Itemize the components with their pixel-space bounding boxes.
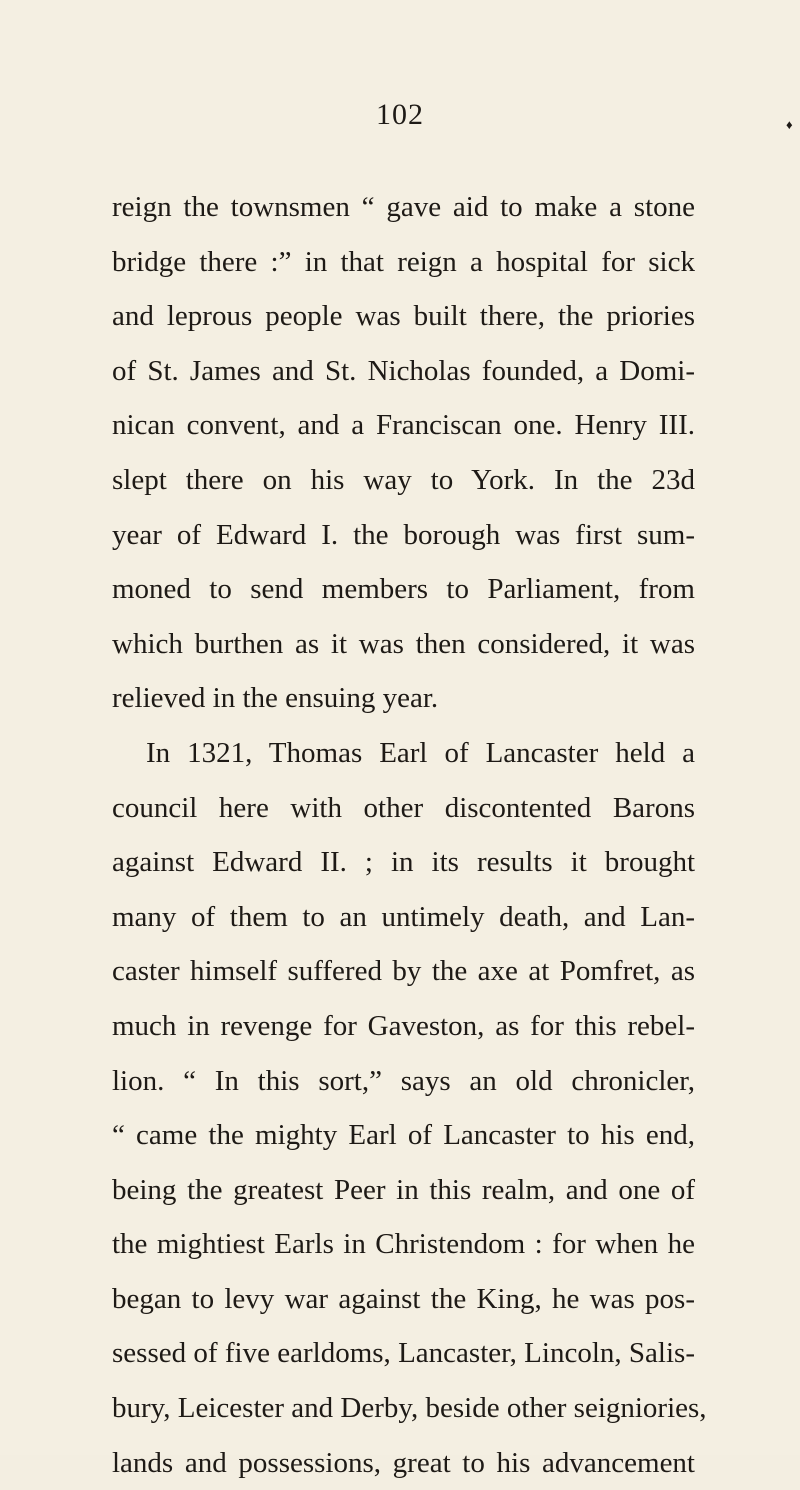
text-line: being the greatest Peer in this realm, and one of [112, 1173, 695, 1206]
text-line: relieved in the ensuing year. [112, 682, 439, 715]
text-line: began to levy war against the King, he was pos- [112, 1282, 695, 1315]
text-line: caster himself suffered by the axe at Pomfret, as [112, 955, 695, 988]
text-line: nican convent, and a Franciscan one. Henry III. [112, 409, 695, 442]
text-line: year of Edward I. the borough was first sum- [112, 518, 695, 551]
text-line: sessed of five earldoms, Lancaster, Lincoln, Salis- [112, 1337, 695, 1370]
text-line: lion. “ In this sort,” says an old chronicler, [112, 1064, 695, 1097]
text-line: bridge there :” in that reign a hospital for sick [112, 245, 695, 278]
text-line: council here with other discontented Barons [112, 791, 695, 824]
text-line: against Edward II. ; in its results it brought [112, 846, 695, 879]
text-line: which burthen as it was then considered, it was [112, 627, 695, 660]
text-line: the mightiest Earls in Christendom : for when he [112, 1228, 695, 1261]
text-line: moned to send members to Parliament, from [112, 573, 695, 606]
text-line: slept there on his way to York. In the 23d [112, 463, 695, 496]
page-number: 102 [376, 98, 424, 131]
text-line: lands and possessions, great to his advancement [112, 1446, 695, 1479]
body-text [112, 180, 707, 1490]
text-line: bury, Leicester and Derby, beside other seigniories, [112, 1392, 707, 1425]
text-line: and leprous people was built there, the priories [112, 300, 695, 333]
text-line: of St. James and St. Nicholas founded, a Domi- [112, 354, 695, 387]
text-line: In 1321, Thomas Earl of Lancaster held a [146, 736, 695, 769]
corner-mark: ♦ [786, 117, 793, 132]
text-line: many of them to an untimely death, and Lan- [112, 900, 695, 933]
text-line: “ came the mighty Earl of Lancaster to his end, [112, 1119, 695, 1152]
text-line: much in revenge for Gaveston, as for this rebel- [112, 1009, 695, 1042]
text-line: reign the townsmen “ gave aid to make a stone [112, 191, 695, 223]
